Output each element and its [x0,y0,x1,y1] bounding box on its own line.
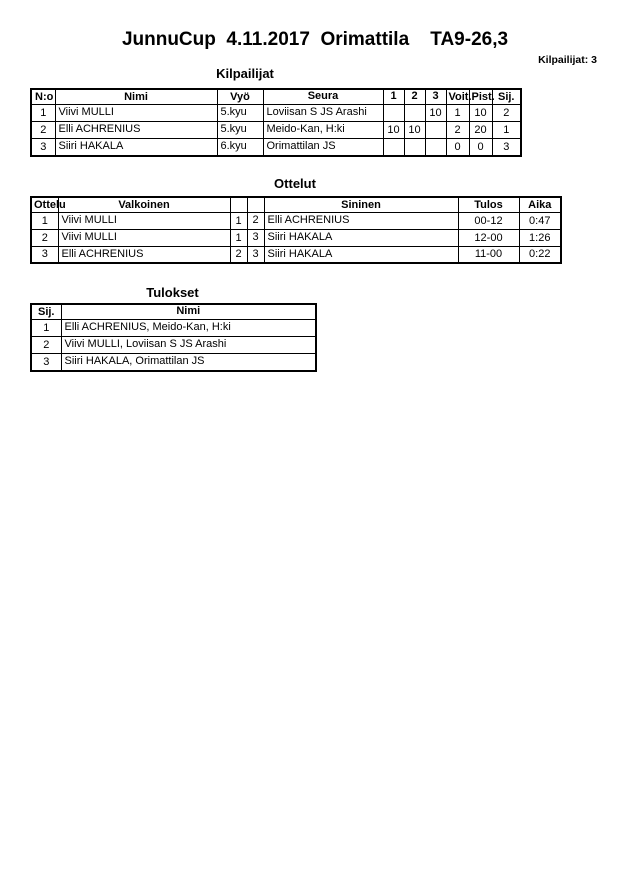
cell-pist: 10 [469,105,492,122]
cell-score-2: 10 [404,122,425,139]
col-header-aika: Aika [519,197,561,212]
cell-ottelu: 2 [31,229,58,246]
col-header-valkoinen: Valkoinen [58,197,230,212]
cell-valkoinen: Viivi MULLI [58,212,230,229]
cell-white-number: 1 [230,229,247,246]
cell-nimi: Siiri HAKALA [55,139,217,156]
tulokset-table [30,303,317,372]
cell-aika: 1:26 [519,229,561,246]
cell-sij: 2 [31,337,61,354]
col-header-sininen: Sininen [264,197,458,212]
tulokset-header-row [31,304,316,320]
cell-blue-number: 3 [247,246,264,263]
table-row [31,320,316,337]
cell-sij: 3 [31,354,61,371]
cell-score-3: 10 [425,105,446,122]
cell-vyo: 5.kyu [217,105,263,122]
cell-sininen: Siiri HAKALA [264,246,458,263]
cell-sininen: Siiri HAKALA [264,229,458,246]
col-header-no: N:o [31,89,55,105]
ottelut-table [30,196,562,264]
cell-blue-number: 3 [247,229,264,246]
cell-nimi: Siiri HAKALA, Orimattilan JS [61,354,316,371]
cell-pist: 20 [469,122,492,139]
cell-blue-number: 2 [247,212,264,229]
cell-valkoinen: Elli ACHRENIUS [58,246,230,263]
col-header-tulos: Tulos [458,197,519,212]
cell-ottelu: 1 [31,212,58,229]
cell-pist: 0 [469,139,492,156]
cell-no: 3 [31,139,55,156]
table-row [31,354,316,371]
cell-tulos: 00-12 [458,212,519,229]
table-row [31,246,561,263]
col-header-1: 1 [383,89,404,105]
cell-nimi: Viivi MULLI, Loviisan S JS Arashi [61,337,316,354]
table-row [31,139,521,156]
cell-nimi: Viivi MULLI [55,105,217,122]
cell-tulos: 12-00 [458,229,519,246]
cell-voit: 1 [446,105,469,122]
table-row [31,229,561,246]
ottelut-header-row [31,197,561,212]
col-header-ottelu: Ottelu [31,197,58,212]
cell-nimi: Elli ACHRENIUS [55,122,217,139]
col-header-sij: Sij. [492,89,521,105]
table-row [31,105,521,122]
cell-score-1 [383,105,404,122]
section-heading-kilpailijat: Kilpailijat [216,66,274,81]
cell-sij: 2 [492,105,521,122]
cell-no: 2 [31,122,55,139]
cell-valkoinen: Viivi MULLI [58,229,230,246]
competitors-count-label: Kilpailijat: 3 [538,54,597,66]
col-header-3: 3 [425,89,446,105]
col-header-voit: Voit. [446,89,469,105]
cell-seura: Loviisan S JS Arashi [263,105,383,122]
table-row [31,337,316,354]
col-header-2: 2 [404,89,425,105]
cell-nimi: Elli ACHRENIUS, Meido-Kan, H:ki [61,320,316,337]
cell-no: 1 [31,105,55,122]
table-row [31,212,561,229]
col-header-seura: Seura [263,89,383,105]
page-title: JunnuCup 4.11.2017 Orimattila TA9-26,3 [121,29,509,50]
cell-vyo: 5.kyu [217,122,263,139]
cell-score-2 [404,139,425,156]
col-header-blue-number [247,197,264,212]
section-heading-tulokset: Tulokset [146,285,199,300]
cell-seura: Meido-Kan, H:ki [263,122,383,139]
col-header-sij: Sij. [31,304,61,320]
kilpailijat-table [30,88,522,157]
col-header-pist: Pist. [469,89,492,105]
cell-score-1 [383,139,404,156]
cell-sij: 1 [31,320,61,337]
section-heading-ottelut: Ottelut [274,176,316,191]
cell-sij: 1 [492,122,521,139]
cell-aika: 0:22 [519,246,561,263]
cell-sij: 3 [492,139,521,156]
cell-seura: Orimattilan JS [263,139,383,156]
cell-white-number: 1 [230,212,247,229]
cell-aika: 0:47 [519,212,561,229]
cell-sininen: Elli ACHRENIUS [264,212,458,229]
cell-vyo: 6.kyu [217,139,263,156]
col-header-nimi: Nimi [55,89,217,105]
cell-voit: 2 [446,122,469,139]
table-row [31,122,521,139]
col-header-vyo: Vyö [217,89,263,105]
cell-score-1: 10 [383,122,404,139]
col-header-nimi: Nimi [61,304,316,320]
cell-white-number: 2 [230,246,247,263]
kilpailijat-header-row [31,89,521,105]
cell-score-3 [425,122,446,139]
cell-score-3 [425,139,446,156]
col-header-white-number [230,197,247,212]
cell-tulos: 11-00 [458,246,519,263]
cell-voit: 0 [446,139,469,156]
cell-ottelu: 3 [31,246,58,263]
cell-score-2 [404,105,425,122]
